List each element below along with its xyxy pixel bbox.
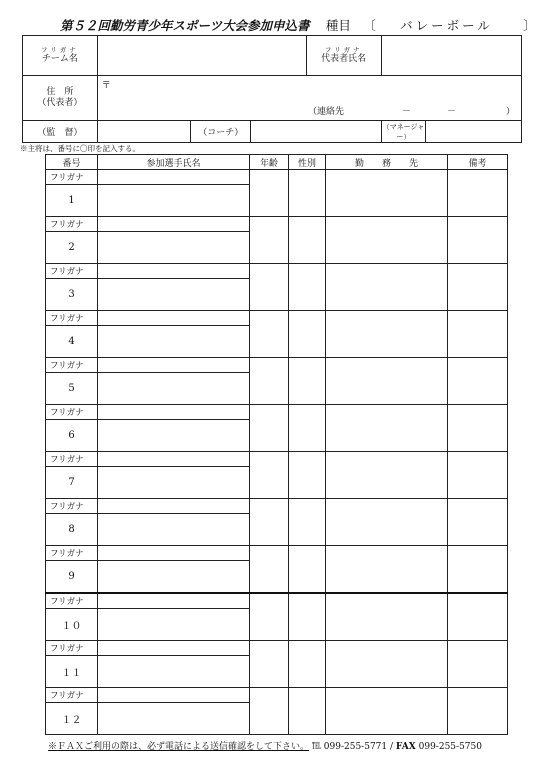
workplace-field[interactable]	[326, 499, 448, 546]
age-field[interactable]	[250, 358, 289, 405]
gender-field[interactable]	[289, 264, 326, 311]
furigana-label: フリガナ	[46, 311, 98, 326]
player-name-field[interactable]	[98, 326, 250, 358]
age-field[interactable]	[250, 499, 289, 546]
player-number[interactable]: 4	[46, 326, 98, 358]
table-row	[46, 170, 508, 185]
footer-separator: /	[390, 742, 394, 752]
footer-notice	[48, 739, 482, 752]
address-label-cell	[23, 76, 98, 121]
player-name-field[interactable]	[98, 373, 250, 405]
workplace-field[interactable]	[326, 593, 448, 641]
age-field[interactable]	[250, 170, 289, 217]
remarks-field[interactable]	[448, 217, 508, 264]
table-row	[46, 688, 508, 703]
furigana-field[interactable]	[98, 358, 250, 373]
gender-field[interactable]	[289, 593, 326, 641]
fax-notice: ※ＦＡＸご利用の際は、必ず電話による送信確認をして下さい。	[48, 742, 310, 752]
workplace-field[interactable]	[326, 170, 448, 217]
furigana-field[interactable]	[98, 264, 250, 279]
contact-dash-2: －	[446, 107, 456, 117]
col-gender: 性別	[289, 155, 326, 170]
gender-field[interactable]	[289, 217, 326, 264]
director-label: （監 督）	[23, 121, 98, 143]
manager-field[interactable]	[426, 121, 522, 143]
player-name-field[interactable]	[98, 467, 250, 499]
table-row	[46, 311, 508, 326]
workplace-field[interactable]	[326, 264, 448, 311]
rep-name-label-cell	[306, 36, 381, 76]
form-title	[60, 16, 536, 36]
furigana-field[interactable]	[98, 499, 250, 514]
remarks-field[interactable]	[448, 452, 508, 499]
player-number[interactable]: 1	[46, 185, 98, 217]
furigana-label: フリガナ	[46, 405, 98, 420]
player-number[interactable]: １１	[46, 656, 98, 688]
col-remarks: 備考	[448, 155, 508, 170]
age-field[interactable]	[250, 688, 289, 735]
player-name-field[interactable]	[98, 420, 250, 452]
remarks-field[interactable]	[448, 170, 508, 217]
furigana-field[interactable]	[98, 546, 250, 561]
workplace-field[interactable]	[326, 546, 448, 594]
player-number[interactable]: １０	[46, 609, 98, 641]
furigana-field[interactable]	[98, 593, 250, 609]
furigana-field[interactable]	[98, 452, 250, 467]
table-row	[46, 264, 508, 279]
player-number[interactable]: 9	[46, 561, 98, 594]
remarks-field[interactable]	[448, 641, 508, 688]
player-name-field[interactable]	[98, 185, 250, 217]
contact-line	[308, 104, 515, 117]
address-field[interactable]	[97, 76, 521, 121]
furigana-label: フリガナ	[46, 170, 98, 185]
table-row	[46, 405, 508, 420]
contact-close: ）	[505, 107, 515, 117]
workplace-field[interactable]	[326, 688, 448, 735]
tel-number: 099-255-5771	[323, 742, 388, 752]
furigana-label: フリガナ	[46, 264, 98, 279]
age-field[interactable]	[250, 452, 289, 499]
contact-label: （連絡先	[307, 107, 344, 117]
col-player-name: 参加選手氏名	[98, 155, 250, 170]
col-workplace: 勤 務 先	[326, 155, 448, 170]
address-label: 住 所	[46, 87, 74, 97]
player-number[interactable]: 6	[46, 420, 98, 452]
table-row	[46, 641, 508, 656]
roster-table	[45, 154, 508, 735]
furigana-field[interactable]	[98, 405, 250, 420]
gender-field[interactable]	[289, 405, 326, 452]
player-number[interactable]: 7	[46, 467, 98, 499]
player-name-field[interactable]	[98, 609, 250, 641]
postal-mark: 〒	[101, 81, 111, 91]
tel-label: ℡	[311, 742, 321, 752]
rep-name-label: 代表者氏名	[321, 54, 367, 64]
contact-dash-1: －	[401, 107, 411, 117]
team-name-field[interactable]	[97, 36, 306, 76]
remarks-field[interactable]	[448, 358, 508, 405]
director-field[interactable]	[97, 121, 191, 143]
player-number[interactable]: 8	[46, 514, 98, 546]
remarks-field[interactable]	[448, 546, 508, 594]
player-name-field[interactable]	[98, 514, 250, 546]
remarks-field[interactable]	[448, 264, 508, 311]
gender-field[interactable]	[289, 499, 326, 546]
player-number[interactable]: １２	[46, 703, 98, 735]
age-field[interactable]	[250, 217, 289, 264]
player-number[interactable]: 5	[46, 373, 98, 405]
table-row	[46, 217, 508, 232]
bracket-open: 〔	[363, 18, 376, 33]
workplace-field[interactable]	[326, 452, 448, 499]
furigana-label: フリガナ	[46, 688, 98, 703]
table-row	[46, 546, 508, 561]
workplace-field[interactable]	[326, 405, 448, 452]
workplace-field[interactable]	[326, 641, 448, 688]
furigana-label: フリガナ	[46, 217, 98, 232]
furigana-field[interactable]	[98, 217, 250, 232]
table-row	[46, 358, 508, 373]
table-row	[46, 499, 508, 514]
team-name-label-cell	[23, 36, 98, 76]
furigana-field[interactable]	[98, 311, 250, 326]
rep-name-field[interactable]	[381, 36, 521, 76]
bracket-close: 〕	[523, 18, 536, 33]
gender-field[interactable]	[289, 170, 326, 217]
workplace-field[interactable]	[326, 358, 448, 405]
furigana-label: フリガナ	[46, 499, 98, 514]
gender-field[interactable]	[289, 358, 326, 405]
furigana-label: フリガナ	[46, 546, 98, 561]
remarks-field[interactable]	[448, 405, 508, 452]
team-furigana-label: フリガナ	[41, 46, 79, 54]
player-name-field[interactable]	[98, 279, 250, 311]
manager-label: （マネージャー）	[382, 122, 425, 141]
coach-field[interactable]	[251, 121, 381, 143]
team-name-label: チーム名	[41, 54, 78, 64]
age-field[interactable]	[250, 641, 289, 688]
player-name-field[interactable]	[98, 561, 250, 594]
remarks-field[interactable]	[448, 688, 508, 735]
gender-field[interactable]	[289, 311, 326, 358]
remarks-field[interactable]	[448, 499, 508, 546]
player-number[interactable]: 3	[46, 279, 98, 311]
furigana-field[interactable]	[98, 641, 250, 656]
player-name-field[interactable]	[98, 703, 250, 735]
event-sport: バレーボール	[400, 18, 493, 33]
player-number[interactable]: 2	[46, 232, 98, 264]
fax-label: FAX	[395, 742, 416, 752]
furigana-label: フリガナ	[46, 641, 98, 656]
fax-number: 099-255-5750	[418, 742, 482, 752]
player-name-field[interactable]	[98, 656, 250, 688]
gender-field[interactable]	[289, 452, 326, 499]
coach-label: （コーチ）	[191, 121, 251, 143]
remarks-field[interactable]	[448, 593, 508, 641]
captain-note: ※主将は、番号に〇印を記入する。	[20, 144, 140, 153]
workplace-field[interactable]	[326, 311, 448, 358]
player-name-field[interactable]	[98, 232, 250, 264]
rep-furigana-label: フリガナ	[324, 46, 363, 54]
age-field[interactable]	[250, 264, 289, 311]
furigana-label: フリガナ	[46, 452, 98, 467]
furigana-label: フリガナ	[46, 358, 98, 373]
age-field[interactable]	[250, 405, 289, 452]
age-field[interactable]	[250, 546, 289, 594]
form-title-main: 第５２回勤労青少年スポーツ大会参加申込書	[60, 18, 310, 33]
remarks-field[interactable]	[448, 311, 508, 358]
address-sublabel: （代表者）	[37, 98, 83, 108]
age-field[interactable]	[250, 593, 289, 641]
furigana-field[interactable]	[98, 170, 250, 185]
workplace-field[interactable]	[326, 217, 448, 264]
furigana-field[interactable]	[98, 688, 250, 703]
roster-header-row	[46, 155, 508, 170]
event-kind-label: 種目	[325, 18, 351, 33]
gender-field[interactable]	[289, 546, 326, 594]
furigana-label: フリガナ	[46, 593, 98, 609]
col-age: 年齢	[250, 155, 289, 170]
header-table	[22, 35, 522, 143]
col-number: 番号	[46, 155, 98, 170]
table-row	[46, 593, 508, 609]
gender-field[interactable]	[289, 688, 326, 735]
age-field[interactable]	[250, 311, 289, 358]
gender-field[interactable]	[289, 641, 326, 688]
table-row	[46, 452, 508, 467]
